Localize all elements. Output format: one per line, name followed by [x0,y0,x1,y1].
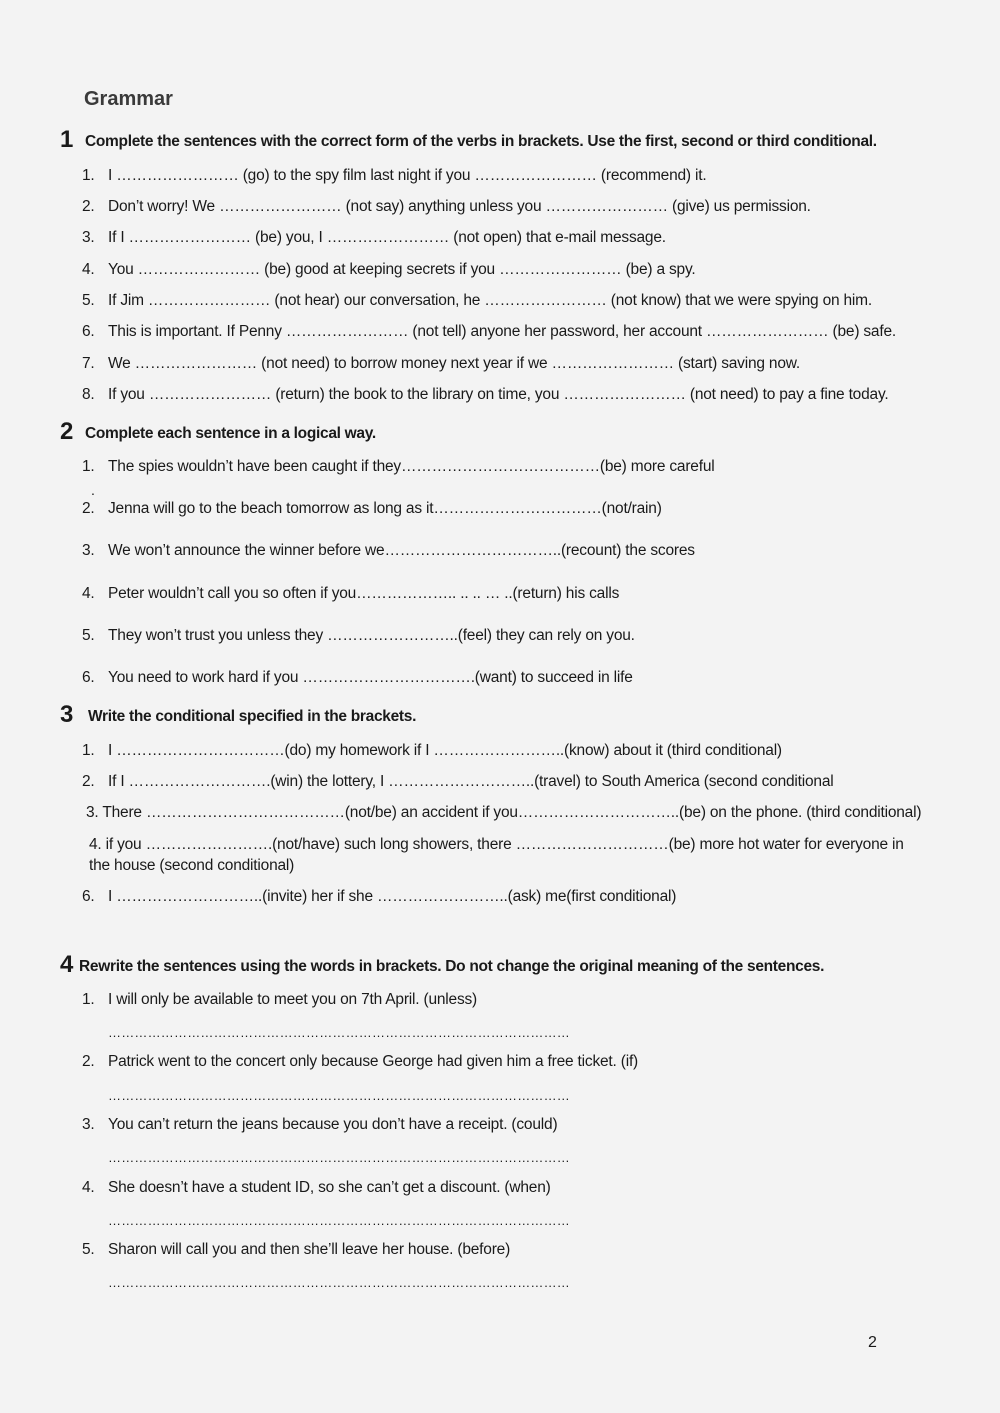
item-number: 2. [82,198,95,215]
item-text: Patrick went to the concert only because George had given him a free ticket. (if) [108,1053,639,1070]
answer-line[interactable]: …………………………………………………………………………………………… [108,1025,570,1040]
item-number: 2. [82,773,95,790]
section-4-instruction: Rewrite the sentences using the words in brackets. Do not change the original meaning of the sentences. [79,958,825,975]
item-text: We …………………… (not need) to borrow money next year if we …………………… (start) saving now. [108,355,801,372]
section-3-item [82,772,834,792]
item-text: She doesn’t have a student ID, so she can’t get a discount. (when) [108,1179,551,1196]
section-1-item [82,354,800,374]
item-number: 2. [82,500,95,517]
item-text: If you …………………… (return) the book to the library on time, you …………………… (not need) to pay a fine today. [108,386,889,403]
item-text: Don’t worry! We …………………… (not say) anything unless you …………………… (give) us permission. [108,198,811,215]
answer-line[interactable]: …………………………………………………………………………………………… [108,1088,570,1103]
section-2-item [82,499,662,519]
section-1-item [82,166,706,186]
item-text: You can’t return the jeans because you don’t have a receipt. (could) [108,1116,558,1133]
section-2-item [82,626,635,646]
item-text: I …………………… (go) to the spy film last night if you …………………… (recommend) it. [108,167,707,184]
section-3-item [89,834,919,876]
section-2-number: 2 [60,418,74,445]
item-text: Peter wouldn’t call you so often if you……………….. .. .. … ..(return) his calls [108,585,620,602]
section-1-item [82,197,811,217]
section-1-number: 1 [60,126,74,153]
item-text: This is important. If Penny …………………… (not tell) anyone her password, her account …………………… (be) safe. [108,323,896,340]
section-3-item [82,887,676,907]
stray-mark: . [91,482,95,498]
item-text: I ……………………………(do) my homework if I ……………………..(know) about it (third conditional) [108,742,782,759]
section-2-item [82,457,715,477]
section-4-item [82,1115,557,1135]
item-text: I ………………………..(invite) her if she ……………………..(ask) me(first conditional) [108,888,677,905]
section-4-item [82,1240,510,1260]
item-number: 5. [82,627,95,644]
item-text: If I ……………………….(win) the lottery, I ………………………..(travel) to South America (second conditional [108,773,834,790]
item-number: 6. [82,323,95,340]
item-text: I will only be available to meet you on 7th April. (unless) [108,991,478,1008]
section-4-item [82,990,477,1010]
section-1-item [82,228,666,248]
item-number: 3. [82,1116,95,1133]
item-number: 1. [82,167,95,184]
section-2-item [82,584,619,604]
item-text: The spies wouldn’t have been caught if they…………………………………(be) more careful [108,458,715,475]
section-1-item [82,260,695,280]
item-text: Jenna will go to the beach tomorrow as long as it……………………………(not/rain) [108,500,662,517]
page-number: 2 [868,1334,877,1351]
item-number: 1. [82,458,95,475]
item-text: 4. if you …………………….(not/have) such long showers, there …………………………(be) more hot water for everyone in the house (second conditional) [89,836,904,874]
item-text: If I …………………… (be) you, I …………………… (not open) that e-mail message. [108,229,666,246]
item-number: 6. [82,888,95,905]
answer-line[interactable]: …………………………………………………………………………………………… [108,1150,570,1165]
item-number: 7. [82,355,95,372]
item-text: You …………………… (be) good at keeping secrets if you …………………… (be) a spy. [108,261,696,278]
section-2-instruction: Complete each sentence in a logical way. [85,425,376,442]
section-3-item [82,741,782,761]
item-text: They won’t trust you unless they ……………………..(feel) they can rely on you. [108,627,635,644]
section-3-number: 3 [60,701,74,728]
item-text: You need to work hard if you …………………………….(want) to succeed in life [108,669,633,686]
section-1-item [82,291,872,311]
section-4-item [82,1178,551,1198]
item-number: 4. [82,261,95,278]
section-3-instruction: Write the conditional specified in the brackets. [88,708,417,725]
item-text: 3. There …………………………………(not/be) an accident if you…………………………..(be) on the phone. (third conditional) [86,804,922,821]
item-text: If Jim …………………… (not hear) our conversation, he …………………… (not know) that we were spying on him. [108,292,872,309]
section-3-item [86,803,921,823]
item-number: 2. [82,1053,95,1070]
item-number: 5. [82,1241,95,1258]
item-number: 6. [82,669,95,686]
item-number: 8. [82,386,95,403]
section-1-item [82,322,896,342]
item-number: 4. [82,585,95,602]
item-number: 5. [82,292,95,309]
item-number: 3. [82,542,95,559]
section-1-item [82,385,888,405]
section-4-item [82,1052,638,1072]
section-4-number: 4 [60,951,74,978]
item-number: 1. [82,742,95,759]
section-2-item [82,541,695,561]
section-2-item [82,668,633,688]
page-title: Grammar [84,88,173,110]
item-text: We won’t announce the winner before we……………………………..(recount) the scores [108,542,695,559]
item-number: 1. [82,991,95,1008]
answer-line[interactable]: …………………………………………………………………………………………… [108,1275,570,1290]
section-1-instruction: Complete the sentences with the correct form of the verbs in brackets. Use the first, second or third conditional. [85,133,877,150]
item-text: Sharon will call you and then she’ll leave her house. (before) [108,1241,511,1258]
item-number: 3. [82,229,95,246]
answer-line[interactable]: …………………………………………………………………………………………… [108,1213,570,1228]
item-number: 4. [82,1179,95,1196]
